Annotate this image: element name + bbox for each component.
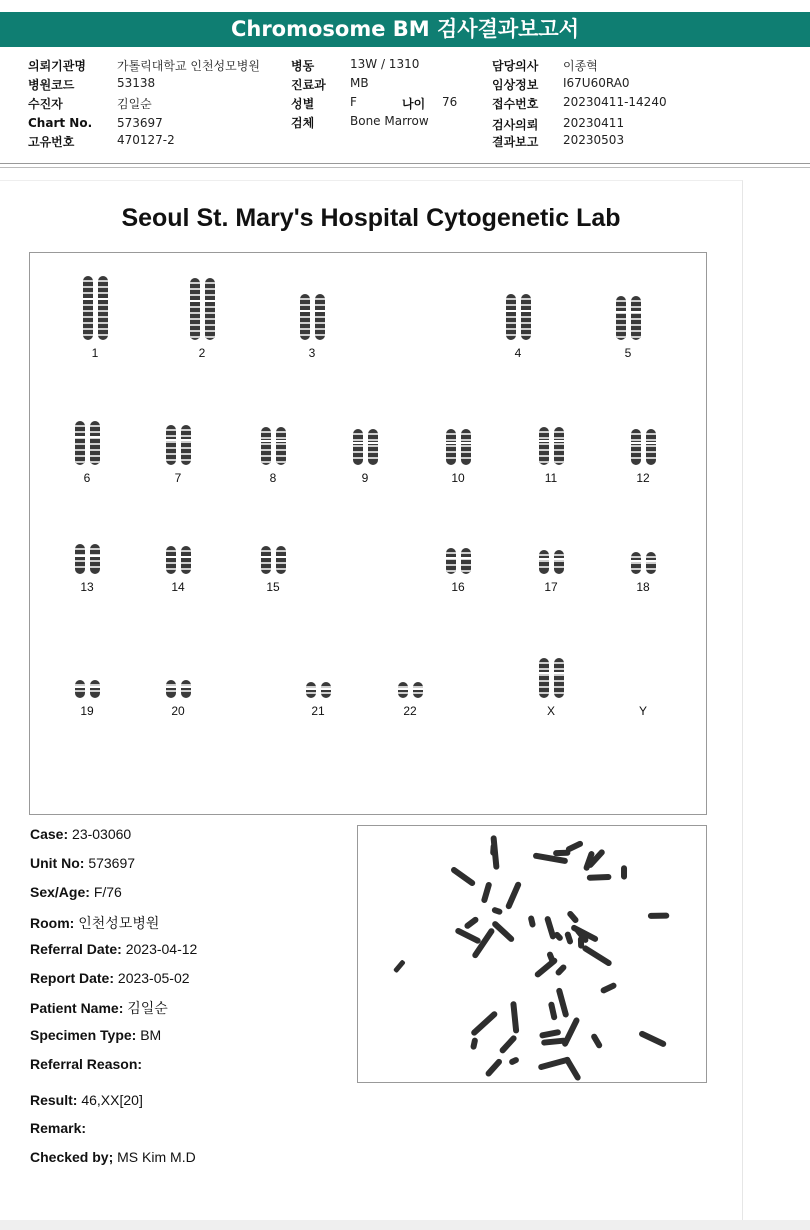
chromosome-image — [412, 682, 424, 698]
chromosome-pair-21 — [283, 634, 353, 718]
metaphase-chromosome — [544, 915, 557, 940]
header-value: MB — [350, 76, 369, 90]
detail-row — [30, 855, 135, 871]
header-value: F — [350, 95, 357, 109]
chromosome-label: 11 — [544, 471, 558, 485]
header-label: 의뢰기관명 — [28, 59, 86, 73]
age-label: 나이 — [402, 97, 426, 111]
detail-label: Report Date: — [30, 970, 115, 986]
chromosome-image — [460, 548, 472, 574]
chromosome-image — [553, 658, 565, 698]
header-value: 53138 — [117, 76, 156, 90]
report-title: Chromosome BM 검사결과보고서 — [230, 17, 580, 41]
chromosome-image — [82, 276, 94, 340]
chromosome-label: 9 — [361, 471, 369, 485]
detail-value: 2023-05-02 — [117, 970, 190, 986]
header-value: 20230503 — [563, 133, 625, 147]
metaphase-chromosome — [471, 927, 495, 959]
detail-row — [30, 970, 190, 986]
detail-row — [30, 884, 122, 900]
metaphase-chromosome — [621, 865, 627, 879]
chromosome-pair-17 — [516, 510, 586, 594]
metaphase-chromosome — [600, 982, 618, 995]
chromosome-label: 7 — [174, 471, 182, 485]
detail-label: Room: — [30, 915, 75, 931]
detail-row — [30, 1149, 196, 1165]
chromosome-image — [538, 658, 550, 698]
chromosome-image — [275, 427, 287, 465]
chromosome-image — [74, 544, 86, 574]
chromosome-image — [305, 682, 317, 698]
metaphase-chromosome — [491, 906, 503, 915]
detail-row — [30, 1092, 143, 1108]
chromosome-image — [630, 296, 642, 340]
chromosome-image — [165, 680, 177, 698]
detail-row — [30, 998, 168, 1018]
detail-label: Case: — [30, 826, 69, 842]
metaphase-chromosome — [553, 850, 570, 857]
header-value: 470127-2 — [117, 133, 175, 147]
chromosome-label: 5 — [624, 346, 632, 360]
chromosome-label: 15 — [266, 580, 280, 594]
chromosome-pair-3 — [277, 276, 347, 360]
chromosome-image — [367, 429, 379, 465]
detail-value: 김일순 — [127, 1000, 168, 1016]
metaphase-chromosome — [554, 963, 567, 977]
chromosome-image — [352, 429, 364, 465]
chromosome-pair-2 — [167, 276, 237, 360]
chromosome-pair-23 — [516, 634, 586, 718]
header-label: 병동 — [291, 59, 315, 73]
chromosome-image — [275, 546, 287, 574]
header-label: 결과보고 — [492, 135, 539, 149]
chromosome-label: 10 — [451, 471, 465, 485]
metaphase-chromosome — [470, 1010, 499, 1037]
metaphase-chromosome — [463, 916, 479, 930]
chromosome-label: 19 — [80, 704, 94, 718]
age-value: 76 — [442, 95, 458, 109]
chromosome-pair-11 — [516, 401, 586, 485]
lab-title: Seoul St. Mary's Hospital Cytogenetic Lab — [121, 204, 621, 232]
detail-label: Remark: — [30, 1120, 87, 1136]
metaphase-chromosome — [490, 843, 497, 855]
metaphase-chromosome — [505, 881, 522, 910]
header-label: Chart No. — [28, 116, 93, 130]
header-value: 573697 — [117, 116, 163, 130]
metaphase-chromosome — [638, 1030, 667, 1048]
divider — [0, 163, 810, 164]
karyogram-panel — [29, 252, 707, 815]
metaphase-chromosome — [590, 1033, 603, 1050]
chromosome-label: 22 — [403, 704, 417, 718]
metaphase-chromosome — [510, 1001, 519, 1034]
chromosome-label: 17 — [544, 580, 558, 594]
header-label: 담당의사 — [492, 59, 539, 73]
header-label: 고유번호 — [28, 135, 75, 149]
chromosome-image — [645, 552, 657, 574]
detail-row — [30, 913, 159, 933]
chromosome-image — [445, 429, 457, 465]
chromosome-pair-16 — [423, 510, 493, 594]
chromosome-image — [553, 427, 565, 465]
metaphase-chromosome — [508, 1056, 520, 1066]
chromosome-label: 8 — [269, 471, 277, 485]
chromosome-image — [615, 296, 627, 340]
chromosome-image — [180, 680, 192, 698]
metaphase-chromosome — [561, 1016, 580, 1047]
detail-value: 46,XX[20] — [81, 1092, 143, 1108]
chromosome-pair-14 — [143, 510, 213, 594]
chromosome-image — [630, 552, 642, 574]
header-value: 김일순 — [117, 97, 152, 111]
chromosome-image — [180, 425, 192, 465]
bottom-scroll-area — [0, 1220, 810, 1230]
metaphase-chromosome — [556, 987, 570, 1018]
chromosome-pair-9 — [330, 401, 400, 485]
detail-row — [30, 1120, 86, 1136]
chromosome-image — [180, 546, 192, 574]
metaphase-spread — [358, 826, 706, 1082]
chromosome-pair-22 — [375, 634, 445, 718]
report-title-bar — [0, 12, 810, 47]
chromosome-pair-5 — [593, 276, 663, 360]
metaphase-chromosome — [491, 920, 516, 943]
chromosome-image — [299, 294, 311, 340]
header-value: I67U60RA0 — [563, 76, 630, 90]
metaphase-chromosome — [566, 910, 580, 925]
detail-label: Sex/Age: — [30, 884, 90, 900]
chromosome-image — [204, 278, 216, 340]
detail-row — [30, 826, 131, 842]
chromosome-pair-4 — [483, 276, 553, 360]
chromosome-image — [553, 550, 565, 574]
chromosome-image — [74, 421, 86, 465]
chromosome-label: 3 — [308, 346, 316, 360]
chromosome-image — [97, 276, 109, 340]
header-value: 20230411-14240 — [563, 95, 667, 109]
chromosome-image — [460, 429, 472, 465]
metaphase-chromosome — [564, 931, 574, 945]
header-label: 접수번호 — [492, 97, 539, 111]
chromosome-label: 13 — [80, 580, 94, 594]
header-value: Bone Marrow — [350, 114, 429, 128]
metaphase-image — [357, 825, 707, 1083]
metaphase-chromosome — [528, 915, 537, 928]
detail-value: MS Kim M.D — [117, 1149, 196, 1165]
detail-row — [30, 1056, 142, 1072]
chromosome-pair-12 — [608, 401, 678, 485]
chromosome-image — [260, 546, 272, 574]
header-label: 진료과 — [291, 78, 326, 92]
chromosome-image — [189, 278, 201, 340]
detail-label: Specimen Type: — [30, 1027, 137, 1043]
chromosome-label: 12 — [636, 471, 650, 485]
chromosome-label: 18 — [636, 580, 650, 594]
chromosome-label: Y — [638, 704, 647, 718]
chromosome-image — [165, 425, 177, 465]
chromosome-image — [630, 429, 642, 465]
chromosome-label: 1 — [91, 346, 99, 360]
chromosome-image — [89, 421, 101, 465]
header-value: 13W / 1310 — [350, 57, 420, 71]
detail-label: Patient Name: — [30, 1000, 124, 1016]
chromosome-pair-7 — [143, 401, 213, 485]
chromosome-image — [538, 550, 550, 574]
detail-label: Checked by; — [30, 1149, 114, 1165]
chromosome-pair-24 — [608, 634, 678, 718]
chromosome-pair-19 — [52, 634, 122, 718]
chromosome-label: 4 — [514, 346, 522, 360]
metaphase-chromosome — [539, 1029, 561, 1039]
detail-value: BM — [140, 1027, 162, 1043]
chromosome-image — [260, 427, 272, 465]
chromosome-label: 21 — [311, 704, 325, 718]
metaphase-chromosome — [548, 1001, 558, 1021]
chromosome-image — [74, 680, 86, 698]
chromosome-pair-8 — [238, 401, 308, 485]
chromosome-label: 20 — [171, 704, 185, 718]
metaphase-chromosome — [450, 866, 477, 887]
chromosome-image — [314, 294, 326, 340]
chromosome-image — [445, 548, 457, 574]
chromosome-pair-20 — [143, 634, 213, 718]
detail-value: F/76 — [93, 884, 122, 900]
header-value: 20230411 — [563, 116, 625, 130]
metaphase-chromosome — [498, 1034, 517, 1054]
metaphase-chromosome — [481, 881, 493, 904]
detail-label: Referral Reason: — [30, 1056, 143, 1072]
chromosome-pair-13 — [52, 510, 122, 594]
detail-value: 573697 — [88, 855, 136, 871]
header-label: 성별 — [291, 97, 315, 111]
chromosome-image — [89, 544, 101, 574]
detail-label: Referral Date: — [30, 941, 122, 957]
metaphase-chromosome — [470, 1037, 478, 1050]
chromosome-label: 2 — [198, 346, 206, 360]
header-label: 검사의뢰 — [492, 118, 539, 132]
chromosome-pair-15 — [238, 510, 308, 594]
report-header-info — [0, 52, 810, 164]
chromosome-image — [320, 682, 332, 698]
chromosome-image — [645, 429, 657, 465]
detail-label: Unit No: — [30, 855, 85, 871]
header-label: 검체 — [291, 116, 315, 130]
chromosome-image — [538, 427, 550, 465]
detail-row — [30, 941, 197, 957]
metaphase-chromosome — [587, 874, 612, 881]
metaphase-chromosome — [563, 1056, 582, 1082]
metaphase-chromosome — [454, 927, 481, 945]
detail-value: 인천성모병원 — [78, 915, 160, 931]
chromosome-image — [89, 680, 101, 698]
metaphase-chromosome — [581, 944, 613, 967]
header-label: 임상정보 — [492, 78, 539, 92]
chromosome-label: 16 — [451, 580, 465, 594]
metaphase-chromosome — [648, 913, 669, 919]
chromosome-pair-18 — [608, 510, 678, 594]
metaphase-chromosome — [534, 957, 559, 979]
chromosome-label: X — [546, 704, 555, 718]
chromosome-pair-6 — [52, 401, 122, 485]
chromosome-label: 6 — [83, 471, 91, 485]
header-value: 가톨릭대학교 인천성모병원 — [117, 59, 260, 73]
header-label: 병원코드 — [28, 78, 75, 92]
chromosome-pair-10 — [423, 401, 493, 485]
chromosome-label: 14 — [171, 580, 185, 594]
detail-row — [30, 1027, 161, 1043]
detail-value: 2023-04-12 — [125, 941, 198, 957]
divider — [0, 167, 810, 168]
chromosome-image — [165, 546, 177, 574]
header-label: 수진자 — [28, 97, 63, 111]
header-value: 이종혁 — [563, 59, 598, 73]
chromosome-pair-1 — [60, 276, 130, 360]
chromosome-image — [520, 294, 532, 340]
metaphase-chromosome — [393, 959, 406, 973]
detail-label: Result: — [30, 1092, 78, 1108]
chromosome-image — [397, 682, 409, 698]
chromosome-image — [505, 294, 517, 340]
metaphase-chromosome — [484, 1058, 503, 1078]
detail-value: 23-03060 — [72, 826, 132, 842]
